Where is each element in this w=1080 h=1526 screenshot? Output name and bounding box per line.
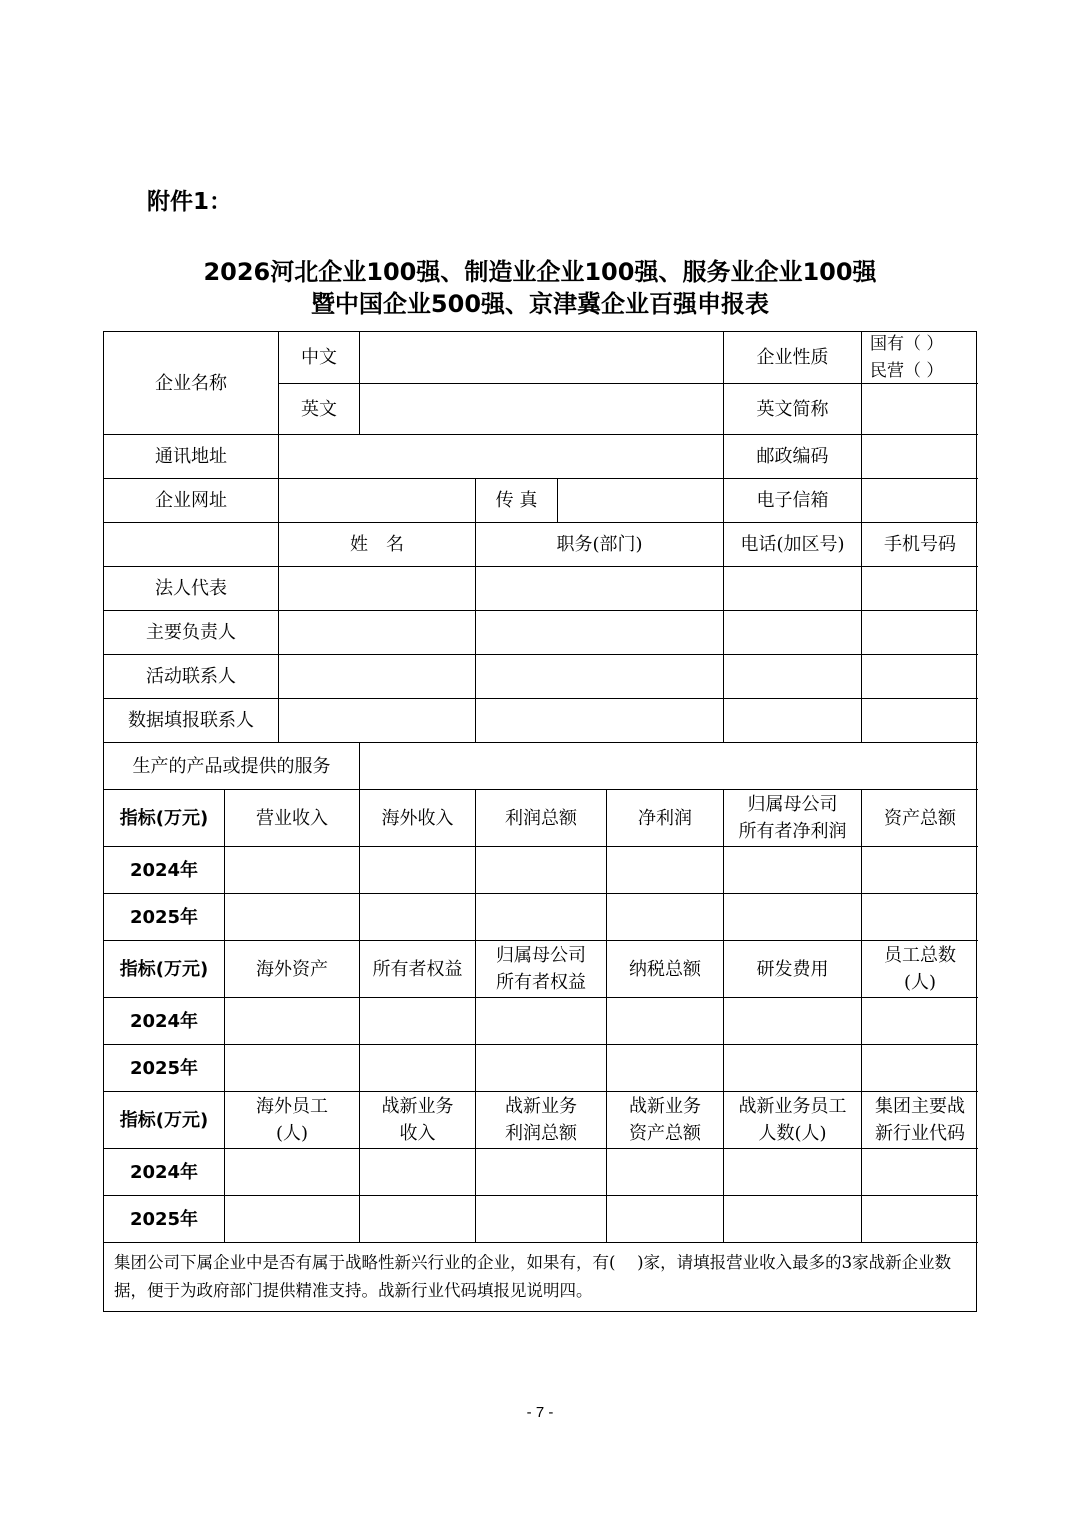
postcode-label: 邮政编码 [724,435,862,479]
indicator-column-header: 集团主要战 新行业代码 [862,1092,978,1149]
company-nature-label: 企业性质 [724,332,862,384]
fax-label: 传 真 [476,479,558,523]
contact-mobile-field[interactable] [862,699,978,743]
indicator-column-header: 战新业务 收入 [360,1092,476,1149]
english-short-name-field[interactable] [862,384,978,435]
contact-header-mobile: 手机号码 [862,523,978,567]
contact-phone-field[interactable] [724,611,862,655]
indicator-value-field[interactable] [862,1045,978,1092]
contact-row-label: 活动联系人 [104,655,279,699]
contact-name-field[interactable] [279,699,476,743]
indicator-column-header: 战新业务 利润总额 [476,1092,607,1149]
contact-header-position: 职务(部门) [476,523,724,567]
indicator-value-field[interactable] [607,998,724,1045]
contact-phone-field[interactable] [724,699,862,743]
contact-mobile-field[interactable] [862,655,978,699]
contact-name-field[interactable] [279,655,476,699]
contact-mobile-field[interactable] [862,611,978,655]
year-label: 2025年 [104,1196,225,1243]
indicator-value-field[interactable] [607,1149,724,1196]
contact-position-field[interactable] [476,567,724,611]
year-label: 2024年 [104,1149,225,1196]
indicator-value-field[interactable] [225,1149,360,1196]
indicator-value-field[interactable] [724,1045,862,1092]
contact-name-field[interactable] [279,567,476,611]
indicator-value-field[interactable] [476,1045,607,1092]
indicator-column-header: 研发费用 [724,941,862,998]
indicator-value-field[interactable] [607,894,724,941]
contact-phone-field[interactable] [724,655,862,699]
indicator-value-field[interactable] [476,847,607,894]
form-note: 集团公司下属企业中是否有属于战略性新兴行业的企业，如果有，有( )家，请填报营业收入最多的3家战新企业数据，便于为政府部门提供精准支持。战新行业代码填报见说明四。 [114,1252,952,1300]
indicator-column-header: 纳税总额 [607,941,724,998]
indicator-value-field[interactable] [225,847,360,894]
indicator-label: 指标(万元) [104,941,225,998]
english-short-name-label: 英文简称 [724,384,862,435]
address-field[interactable] [279,435,724,479]
indicator-column-header: 营业收入 [225,790,360,847]
indicator-value-field[interactable] [724,1196,862,1243]
indicator-value-field[interactable] [607,847,724,894]
indicator-value-field[interactable] [360,998,476,1045]
indicator-value-field[interactable] [862,894,978,941]
indicator-value-field[interactable] [360,1196,476,1243]
indicator-value-field[interactable] [476,998,607,1045]
contact-header-blank [104,523,279,567]
indicator-value-field[interactable] [476,1149,607,1196]
indicator-column-header: 归属母公司 所有者权益 [476,941,607,998]
products-label: 生产的产品或提供的服务 [104,743,360,790]
indicator-column-header: 归属母公司 所有者净利润 [724,790,862,847]
indicator-column-header: 资产总额 [862,790,978,847]
indicator-column-header: 战新业务员工 人数(人) [724,1092,862,1149]
indicator-column-header: 海外资产 [225,941,360,998]
indicator-value-field[interactable] [862,998,978,1045]
indicator-value-field[interactable] [607,1045,724,1092]
indicator-column-header: 所有者权益 [360,941,476,998]
application-form-table [103,331,977,1312]
english-name-label: 英文 [279,384,360,435]
indicator-value-field[interactable] [225,1045,360,1092]
fax-field[interactable] [558,479,724,523]
indicator-column-header: 海外员工 (人) [225,1092,360,1149]
website-field[interactable] [279,479,476,523]
indicator-value-field[interactable] [225,894,360,941]
contact-mobile-field[interactable] [862,567,978,611]
indicator-column-header: 战新业务 资产总额 [607,1092,724,1149]
indicator-column-header: 利润总额 [476,790,607,847]
indicator-value-field[interactable] [862,1149,978,1196]
year-label: 2025年 [104,894,225,941]
contact-header-name: 姓 名 [279,523,476,567]
contact-row-label: 主要负责人 [104,611,279,655]
indicator-value-field[interactable] [360,847,476,894]
form-title-line1: 2026河北企业100强、制造业企业100强、服务业企业100强 [203,258,877,286]
indicator-value-field[interactable] [360,1045,476,1092]
products-field[interactable] [360,743,978,790]
email-label: 电子信箱 [724,479,862,523]
english-name-field[interactable] [360,384,724,435]
website-label: 企业网址 [104,479,279,523]
indicator-column-header: 海外收入 [360,790,476,847]
indicator-value-field[interactable] [476,1196,607,1243]
nature-private-option[interactable]: 民营（ ） [870,360,944,381]
contact-row-label: 法人代表 [104,567,279,611]
attachment-label: 附件1： [147,189,233,215]
indicator-value-field[interactable] [724,894,862,941]
indicator-value-field[interactable] [724,1149,862,1196]
page-number: - 7 - [526,1404,554,1421]
address-label: 通讯地址 [104,435,279,479]
indicator-value-field[interactable] [225,998,360,1045]
year-label: 2024年 [104,998,225,1045]
indicator-value-field[interactable] [724,847,862,894]
contact-header-phone: 电话(加区号) [724,523,862,567]
year-label: 2024年 [104,847,225,894]
contact-phone-field[interactable] [724,567,862,611]
year-label: 2025年 [104,1045,225,1092]
indicator-value-field[interactable] [724,998,862,1045]
indicator-value-field[interactable] [360,894,476,941]
indicator-column-header: 员工总数 (人) [862,941,978,998]
indicator-value-field[interactable] [862,1196,978,1243]
indicator-value-field[interactable] [225,1196,360,1243]
form-title-line2: 暨中国企业500强、京津冀企业百强申报表 [310,290,770,318]
contact-position-field[interactable] [476,699,724,743]
indicator-value-field[interactable] [862,847,978,894]
chinese-name-label: 中文 [279,332,360,384]
contact-name-field[interactable] [279,611,476,655]
company-name-label: 企业名称 [104,332,279,435]
company-nature-options[interactable] [862,332,978,384]
indicator-label: 指标(万元) [104,1092,225,1149]
indicator-value-field[interactable] [607,1196,724,1243]
indicator-column-header: 净利润 [607,790,724,847]
nature-state-owned-option[interactable]: 国有（ ） [870,333,944,354]
indicator-value-field[interactable] [360,1149,476,1196]
postcode-field[interactable] [862,435,978,479]
indicator-value-field[interactable] [476,894,607,941]
contact-position-field[interactable] [476,655,724,699]
contact-row-label: 数据填报联系人 [104,699,279,743]
indicator-label: 指标(万元) [104,790,225,847]
email-field[interactable] [862,479,978,523]
contact-position-field[interactable] [476,611,724,655]
chinese-name-field[interactable] [360,332,724,384]
